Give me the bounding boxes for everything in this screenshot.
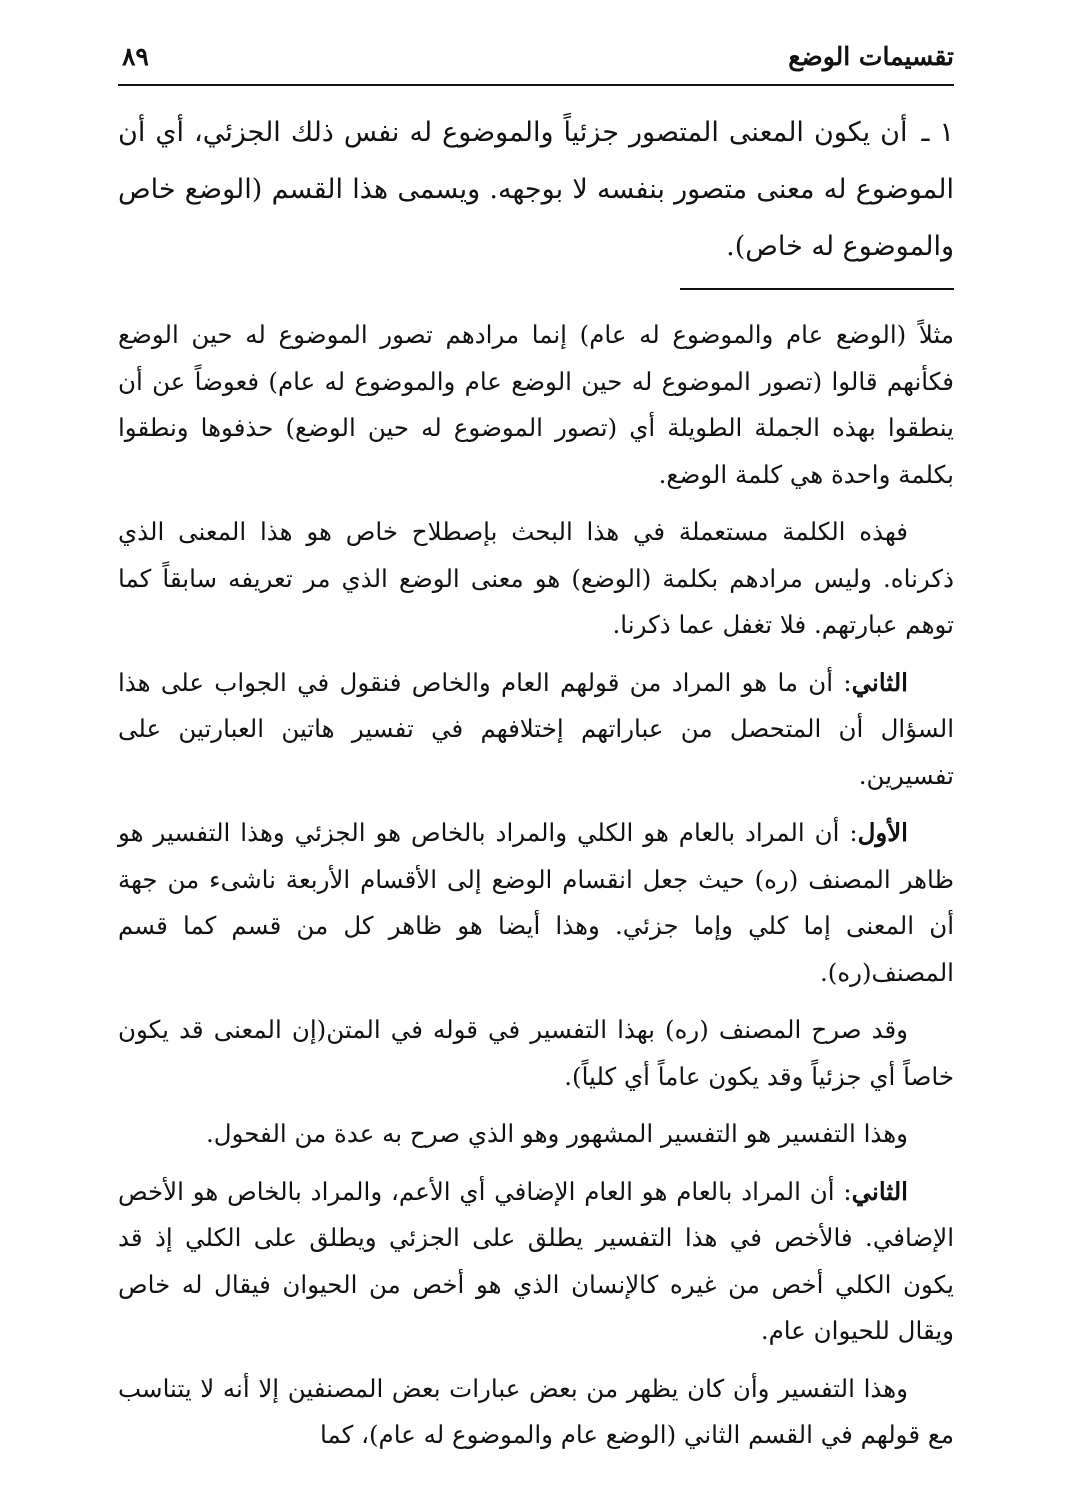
paragraph-lead: الثاني (851, 1176, 908, 1206)
page-number: ٨٩ (122, 42, 149, 71)
footnote-paragraph: وهذا التفسير وأن كان يظهر من بعض عبارات بعض المصنفين إلا أنه لا يتناسب مع قولهم في القسم الثاني (الوضع عام والموضوع له عام)، كما (118, 1373, 954, 1449)
footnote-paragraph: مثلاً (الوضع عام والموضوع له عام) إنما مرادهم تصور الموضوع له حين الوضع فكأنهم قالوا (تصور الموضوع له حين الوضع عام والموضوع له عام) فعوضاً عن أن ينطقوا بهذه الجملة الطويلة أي (تصور الموضوع له حين الوضع) حذفوها ونطقوا بكلمة واحدة هي كلمة الوضع. (118, 320, 954, 489)
page-header (118, 40, 954, 86)
item-text: أن يكون المعنى المتصور جزئياً والموضوع له نفس ذلك الجزئي، أي أن الموضوع له معنى متصور بنفسه لا بوجهه. ويسمى هذا القسم (الوضع خاص والموضوع له خاص). (118, 117, 954, 262)
footnote-paragraph: وقد صرح المصنف (ره) بهذا التفسير في قوله في المتن(إن المعنى قد يكون خاصاً أي جزئياً وقد يكون عاماً أي كلياً). (118, 1015, 954, 1091)
running-title: تقسيمات الوضع (788, 42, 954, 71)
paragraph-lead: الأول (857, 818, 908, 847)
item-number: ١ ـ (921, 117, 954, 148)
footnote-paragraph (118, 660, 954, 800)
footnote-paragraph (118, 1169, 954, 1355)
paragraph-body: : أن ما هو المراد من قولهم العام والخاص فنقول في الجواب على هذا السؤال أن المتحصل من عباراتهم إختلافهم في تفسير هاتين العبارتين على تفسيرين. (118, 667, 954, 790)
footnote-paragraph: وهذا التفسير هو التفسير المشهور وهو الذي صرح به عدة من الفحول. (205, 1119, 908, 1148)
paragraph-lead: الثاني (851, 667, 908, 697)
footnote-paragraph (118, 810, 954, 996)
footnote-separator (680, 288, 954, 290)
footnotes (118, 312, 954, 1470)
paragraph-body: : أن المراد بالعام هو الكلي والمراد بالخاص هو الجزئي وهذا التفسير هو ظاهر المصنف (ره) حيث جعل انقسام الوضع إلى الأقسام الأربعة ناشىء من جهة أن المعنى إما كلي وإما جزئي. وهذا أيضا هو ظاهر كل من قسم كما قسم المصنف(ره). (118, 818, 954, 987)
footnote-paragraph: فهذه الكلمة مستعملة في هذا البحث بإصطلاح خاص هو هذا المعنى الذي ذكرناه. وليس مرادهم بكلمة (الوضع) هو معنى الوضع الذي مر تعريفه سابقاً كما توهم عبارتهم. فلا تغفل عما ذكرنا. (118, 517, 954, 639)
paragraph-body: : أن المراد بالعام هو العام الإضافي أي الأعم، والمراد بالخاص هو الأخص الإضافي. فالأخص في هذا التفسير يطلق على الجزئي ويطلق على الكلي إذ قد يكون الكلي أخص من غيره كالإنسان الذي هو أخص من الحيوان فيقال له خاص ويقال للحيوان عام. (118, 1176, 954, 1345)
main-text (118, 104, 954, 275)
